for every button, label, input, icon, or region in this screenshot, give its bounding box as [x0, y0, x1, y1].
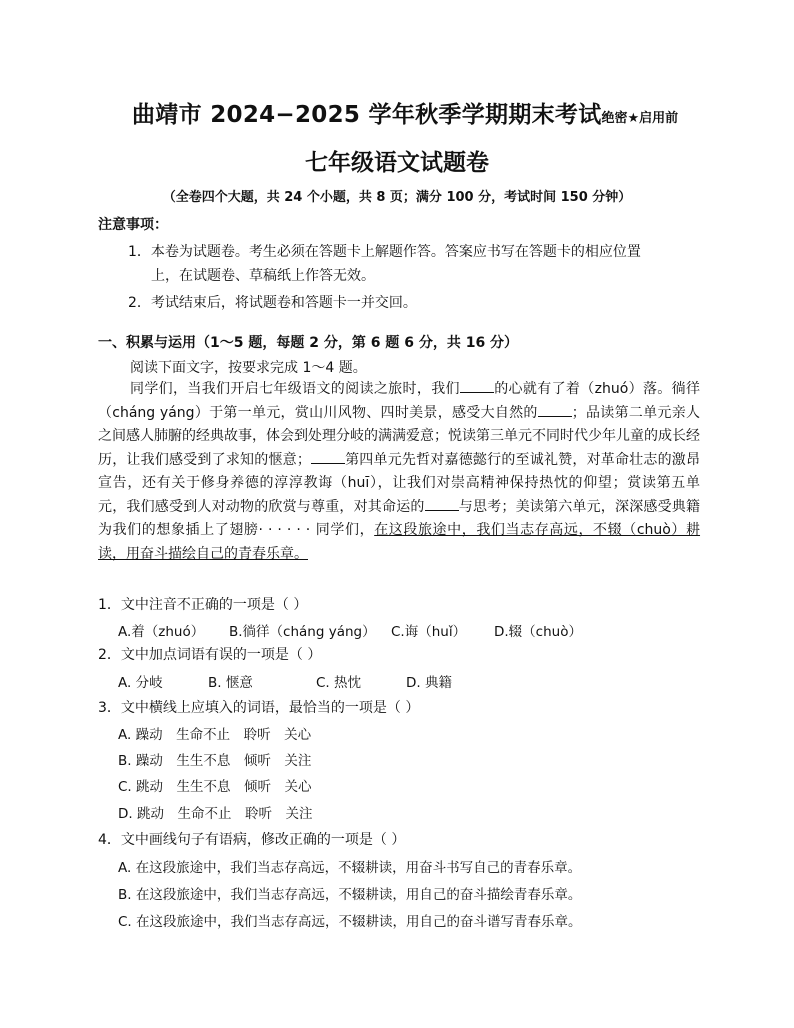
question-1-option-a: A.着（zhuó） [118, 624, 205, 640]
question-4-option-c: C. 在这段旅途中，我们当志存高远，不辍耕读，用自己的奋斗谱写青春乐章。 [118, 914, 582, 930]
section-1-heading: 一、积累与运用（1～5 题，每题 2 分，第 6 题 6 分，共 16 分） [98, 335, 519, 351]
exam-title-text: 曲靖市 2024−2025 学年秋季学期期末考试 [132, 102, 602, 128]
passage-part-6: 同学们， [315, 522, 375, 538]
passage-blank-3 [311, 449, 345, 464]
question-3-option-d: D. 跳动 生命不止 聆听 关注 [118, 806, 313, 822]
passage-blank-1 [460, 378, 494, 393]
exam-subtitle: 七年级语文试题卷 [305, 150, 489, 176]
passage-underlined-sentence: 在这段旅途中，我们当志存高远，不辍（chuò）耕读，用奋斗描绘自己的青春乐章。 [98, 522, 701, 562]
notes-item-1-line-2: 上，在试题卷、草稿纸上作答无效。 [151, 268, 375, 284]
exam-info: （全卷四个大题，共 24 个小题，共 8 页；满分 100 分，考试时间 150 分钟） [162, 190, 632, 205]
notes-heading: 注意事项： [98, 217, 168, 233]
passage-blank-4 [425, 496, 459, 511]
question-2-option-b: B. 惬意 [208, 675, 253, 691]
passage-part-4: 第四单元先哲对嘉德懿行的至诚礼赞，对革命壮志的激昂宣告，还有关于修身养德的淳淳教诲（huī），让我们对崇高精神保持热忱的仰望；赏读第五单元，我们感受到人对动物的欣赏与尊重，对其命运的 [98, 451, 701, 515]
question-2-option-d: D. 典籍 [406, 675, 452, 691]
passage-part-1: 同学们，当我们开启七年级语文的阅读之旅时，我们 [130, 381, 460, 397]
notes-item-2: 2．考试结束后，将试题卷和答题卡一并交回。 [128, 295, 417, 311]
question-2-stem: 2．文中加点词语有误的一项是（ ） [98, 647, 322, 663]
question-1-option-c: C.诲（huǐ） [391, 624, 467, 640]
section-1-instruction: 阅读下面文字，按要求完成 1～4 题。 [130, 360, 367, 376]
question-3-stem: 3．文中横线上应填入的词语，最恰当的一项是（ ） [98, 700, 420, 716]
question-3-option-c: C. 跳动 生生不息 倾听 关心 [118, 779, 312, 795]
passage-blank-2 [538, 402, 572, 417]
question-1-option-d: D.辍（chuò） [494, 624, 582, 640]
question-4-stem: 4．文中画线句子有语病，修改正确的一项是（ ） [98, 832, 406, 848]
secret-note: 绝密★启用前 [601, 111, 679, 126]
question-2-option-c: C. 热忱 [316, 675, 362, 691]
passage-part-3: ；品读第二单元亲人之间感人肺腑的经典故事，体会到处理分岐的满满爱意；悦读第三单元不同时代少年儿童的成长经历，让我们感受到了求知的惬意； [98, 404, 701, 468]
notes-item-1-line-1: 1．本卷为试题卷。考生必须在答题卡上解题作答。答案应书写在答题卡的相应位置 [128, 244, 641, 260]
question-4-option-a: A. 在这段旅途中，我们当志存高远，不辍耕读，用奋斗书写自己的青春乐章。 [118, 860, 582, 876]
reading-passage [98, 378, 700, 566]
question-1-option-b: B.徜徉（cháng yáng） [229, 624, 376, 640]
exam-title [132, 96, 678, 129]
question-3-option-b: B. 躁动 生生不息 倾听 关注 [118, 753, 312, 769]
passage-ellipsis: ······ [258, 522, 316, 538]
question-1-stem: 1．文中注音不正确的一项是（ ） [98, 597, 308, 613]
passage-part-5: 与思考；美读第六单元，深深感受典籍为我们的想象插上了翅膀 [98, 498, 701, 538]
question-2-option-a: A. 分岐 [118, 675, 163, 691]
question-3-option-a: A. 躁动 生命不止 聆听 关心 [118, 727, 312, 743]
question-4-option-b: B. 在这段旅途中，我们当志存高远，不辍耕读，用自己的奋斗描绘青春乐章。 [118, 887, 582, 903]
passage-part-2: 的心就有了着（zhuó）落。徜徉（cháng yáng）于第一单元，赏山川风物、四时美景，感受大自然的 [98, 381, 700, 421]
